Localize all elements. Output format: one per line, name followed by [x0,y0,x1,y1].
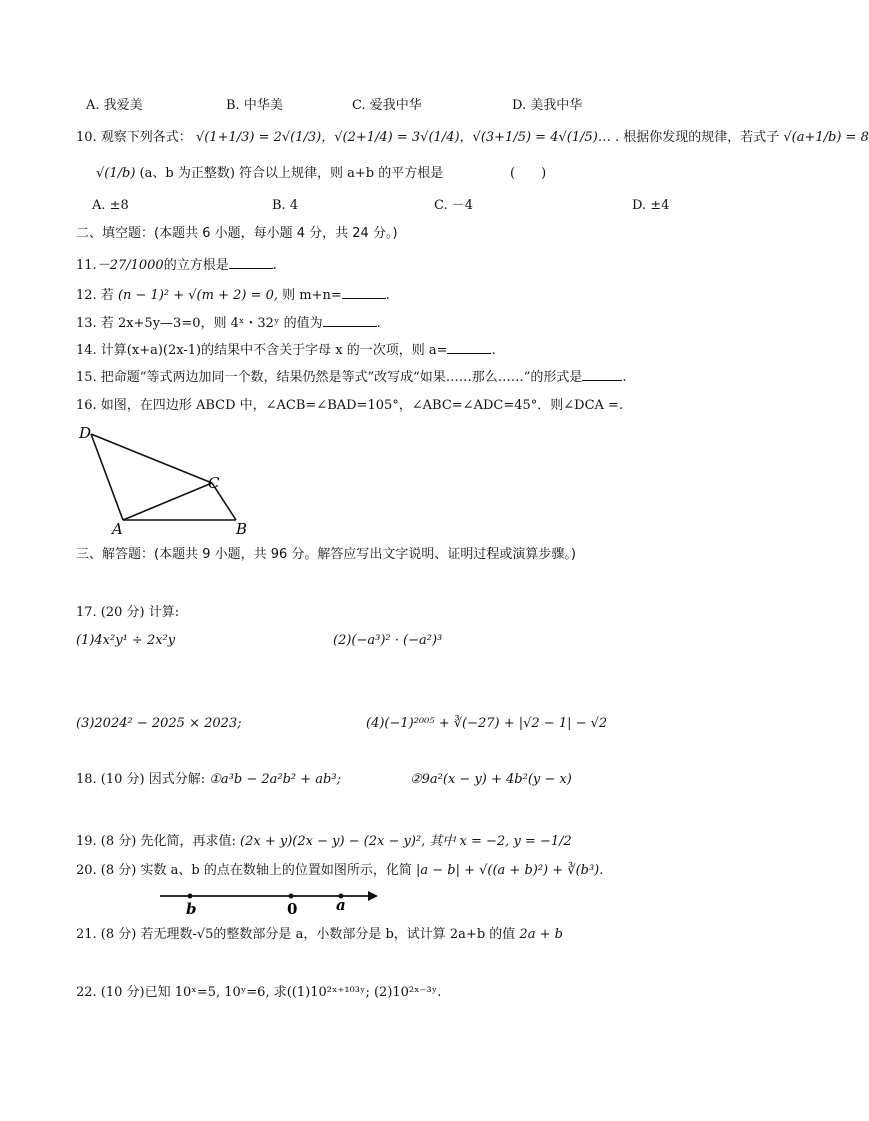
label-A: A [112,520,123,538]
q10-option-b: B. 4 [272,198,299,213]
q14: 14. 计算(x+a)(2x-1)的结果中不含关于字母 x 的一次项，则 a= . [76,343,496,358]
q21 [76,925,563,945]
edge-DC [91,434,212,483]
q9-option-c: C. 爱我中华 [352,98,422,113]
q13: 13. 若 2x+5y—3=0，则 4ˣ・32ʸ 的值为 . [76,316,381,331]
q20-text: 20. (8 分) 实数 a、b 的点在数轴上的位置如图所示，化简 [76,863,412,878]
q18-part2: ②9a²(x − y) + 4b²(y − x) [410,772,572,787]
q10-option-a: A. ±8 [92,198,129,213]
q19 [76,832,572,852]
label-C: C [208,474,220,492]
number-line [160,888,380,918]
q13-text: 13. 若 2x+5y—3=0，则 4ˣ・32ʸ 的值为 [76,316,323,331]
q17-title: 17. (20 分) 计算: [76,605,180,620]
label-zero: 0 [287,900,298,918]
q20-formula: |a − b| + √((a + b)²) + ∛(b³). [415,863,604,878]
q9-option-d: D. 美我中华 [512,98,583,113]
q10-text: (a、b 为正整数) 符合以上规律，则 a+b 的平方根是 [139,166,444,181]
q10-formula: √(1+1/3) = 2√(1/3)，√(2+1/4) = 3√(1/4)，√(3+1/5) = 4√(1/5)… [195,130,611,145]
arrow-icon [368,891,378,901]
q10-line1 [76,128,869,148]
q15: 15. 把命题“等式两边加同一个数，结果仍然是等式”改写成“如果……那么……”的形式是 . [76,370,627,385]
q11-formula: －27/1000 [96,258,164,273]
q16: 16. 如图，在四边形 ABCD 中，∠ACB=∠BAD=105°，∠ABC=∠ADC=45°．则∠DCA =. [76,398,624,413]
q17-part3: (3)2024² − 2025 × 2023; [76,716,242,731]
q10-suffix: . 根据你发现的规律，若式子 [614,130,780,145]
q19-formula: (2x + y)(2x − y) − (2x − y)², 其中 x = −2, y = −1/2 [240,834,572,849]
q14-blank [447,341,491,354]
q10-formula-3: √(1/b) [96,166,136,181]
q12: 12. 若 (n − 1)² + √(m + 2) = 0, 则 m+n= . [76,288,390,303]
q12-blank [342,286,386,299]
point-0 [289,894,294,899]
q18-part1: ①a³b − 2a²b² + ab³; [209,772,341,787]
q10-option-d: D. ±4 [632,198,670,213]
q20 [76,861,603,881]
q10-prefix: 10. 观察下列各式： [76,130,192,145]
q11-blank [229,256,273,269]
q17-part2: (2)(−a³)² · (−a²)³ [333,633,443,648]
point-b [188,894,193,899]
q10-option-c: C. －4 [434,198,474,213]
q9-option-a: A. 我爱美 [86,98,143,113]
q16-text: 16. 如图，在四边形 ABCD 中，∠ACB=∠BAD=105°，∠ABC=∠ADC=45°．则∠DCA = [76,398,619,413]
q15-text: 15. 把命题“等式两边加同一个数，结果仍然是等式”改写成“如果……那么……”的形式是 [76,370,583,385]
q12-tail: 则 m+n= [282,288,342,303]
q18-text: 18. (10 分) 因式分解: [76,772,206,787]
q17-part1: (1)4x²y¹ ÷ 2x²y [76,633,176,648]
edge-DA [91,434,123,520]
q10-line2 [96,164,443,184]
q16-figure [70,418,260,540]
q11: 11.－27/1000的立方根是 . [76,258,277,273]
label-D: D [79,424,92,442]
q17-part4: (4)(−1)²⁰⁰⁵ + ∛(−27) + |√2 − 1| − √2 [366,716,608,731]
q11-text: 的立方根是 [163,258,229,273]
label-a: a [336,896,346,914]
q14-text: 14. 计算(x+a)(2x-1)的结果中不含关于字母 x 的一次项，则 a= [76,343,448,358]
q21-formula: 2a + b [519,927,563,942]
q10-formula-2: √(a+1/b) = 8 [783,130,869,145]
q13-blank [323,314,377,327]
q12-text: 12. 若 [76,288,114,303]
q10-answer-paren: ( ) [510,166,547,181]
label-b: b [186,900,197,918]
q19-text: 19. (8 分) 先化简，再求值: [76,834,236,849]
edge-AC [123,483,212,520]
q18 [76,770,341,790]
q22: 22. (10 分)已知 10ˣ=5, 10ʸ=6, 求((1)10²ˣ⁺¹⁰³ʸ; (2)10²ˣ⁻³ʸ. [76,985,442,1000]
label-B: B [236,520,248,538]
section2-title: 二、填空题：(本题共 6 小题，每小题 4 分，共 24 分。) [76,226,398,241]
q15-blank [582,368,622,381]
q11-number: 11. [76,258,97,273]
section3-title: 三、解答题：(本题共 9 小题，共 96 分。解答应写出文字说明、证明过程或演算步骤。) [76,547,576,562]
q9-option-b: B. 中华美 [226,98,283,113]
q21-text: 21. (8 分) 若无理数-√5的整数部分是 a，小数部分是 b，试计算 2a+b 的值 [76,927,516,942]
q12-formula: (n − 1)² + √(m + 2) = 0, [117,288,279,303]
